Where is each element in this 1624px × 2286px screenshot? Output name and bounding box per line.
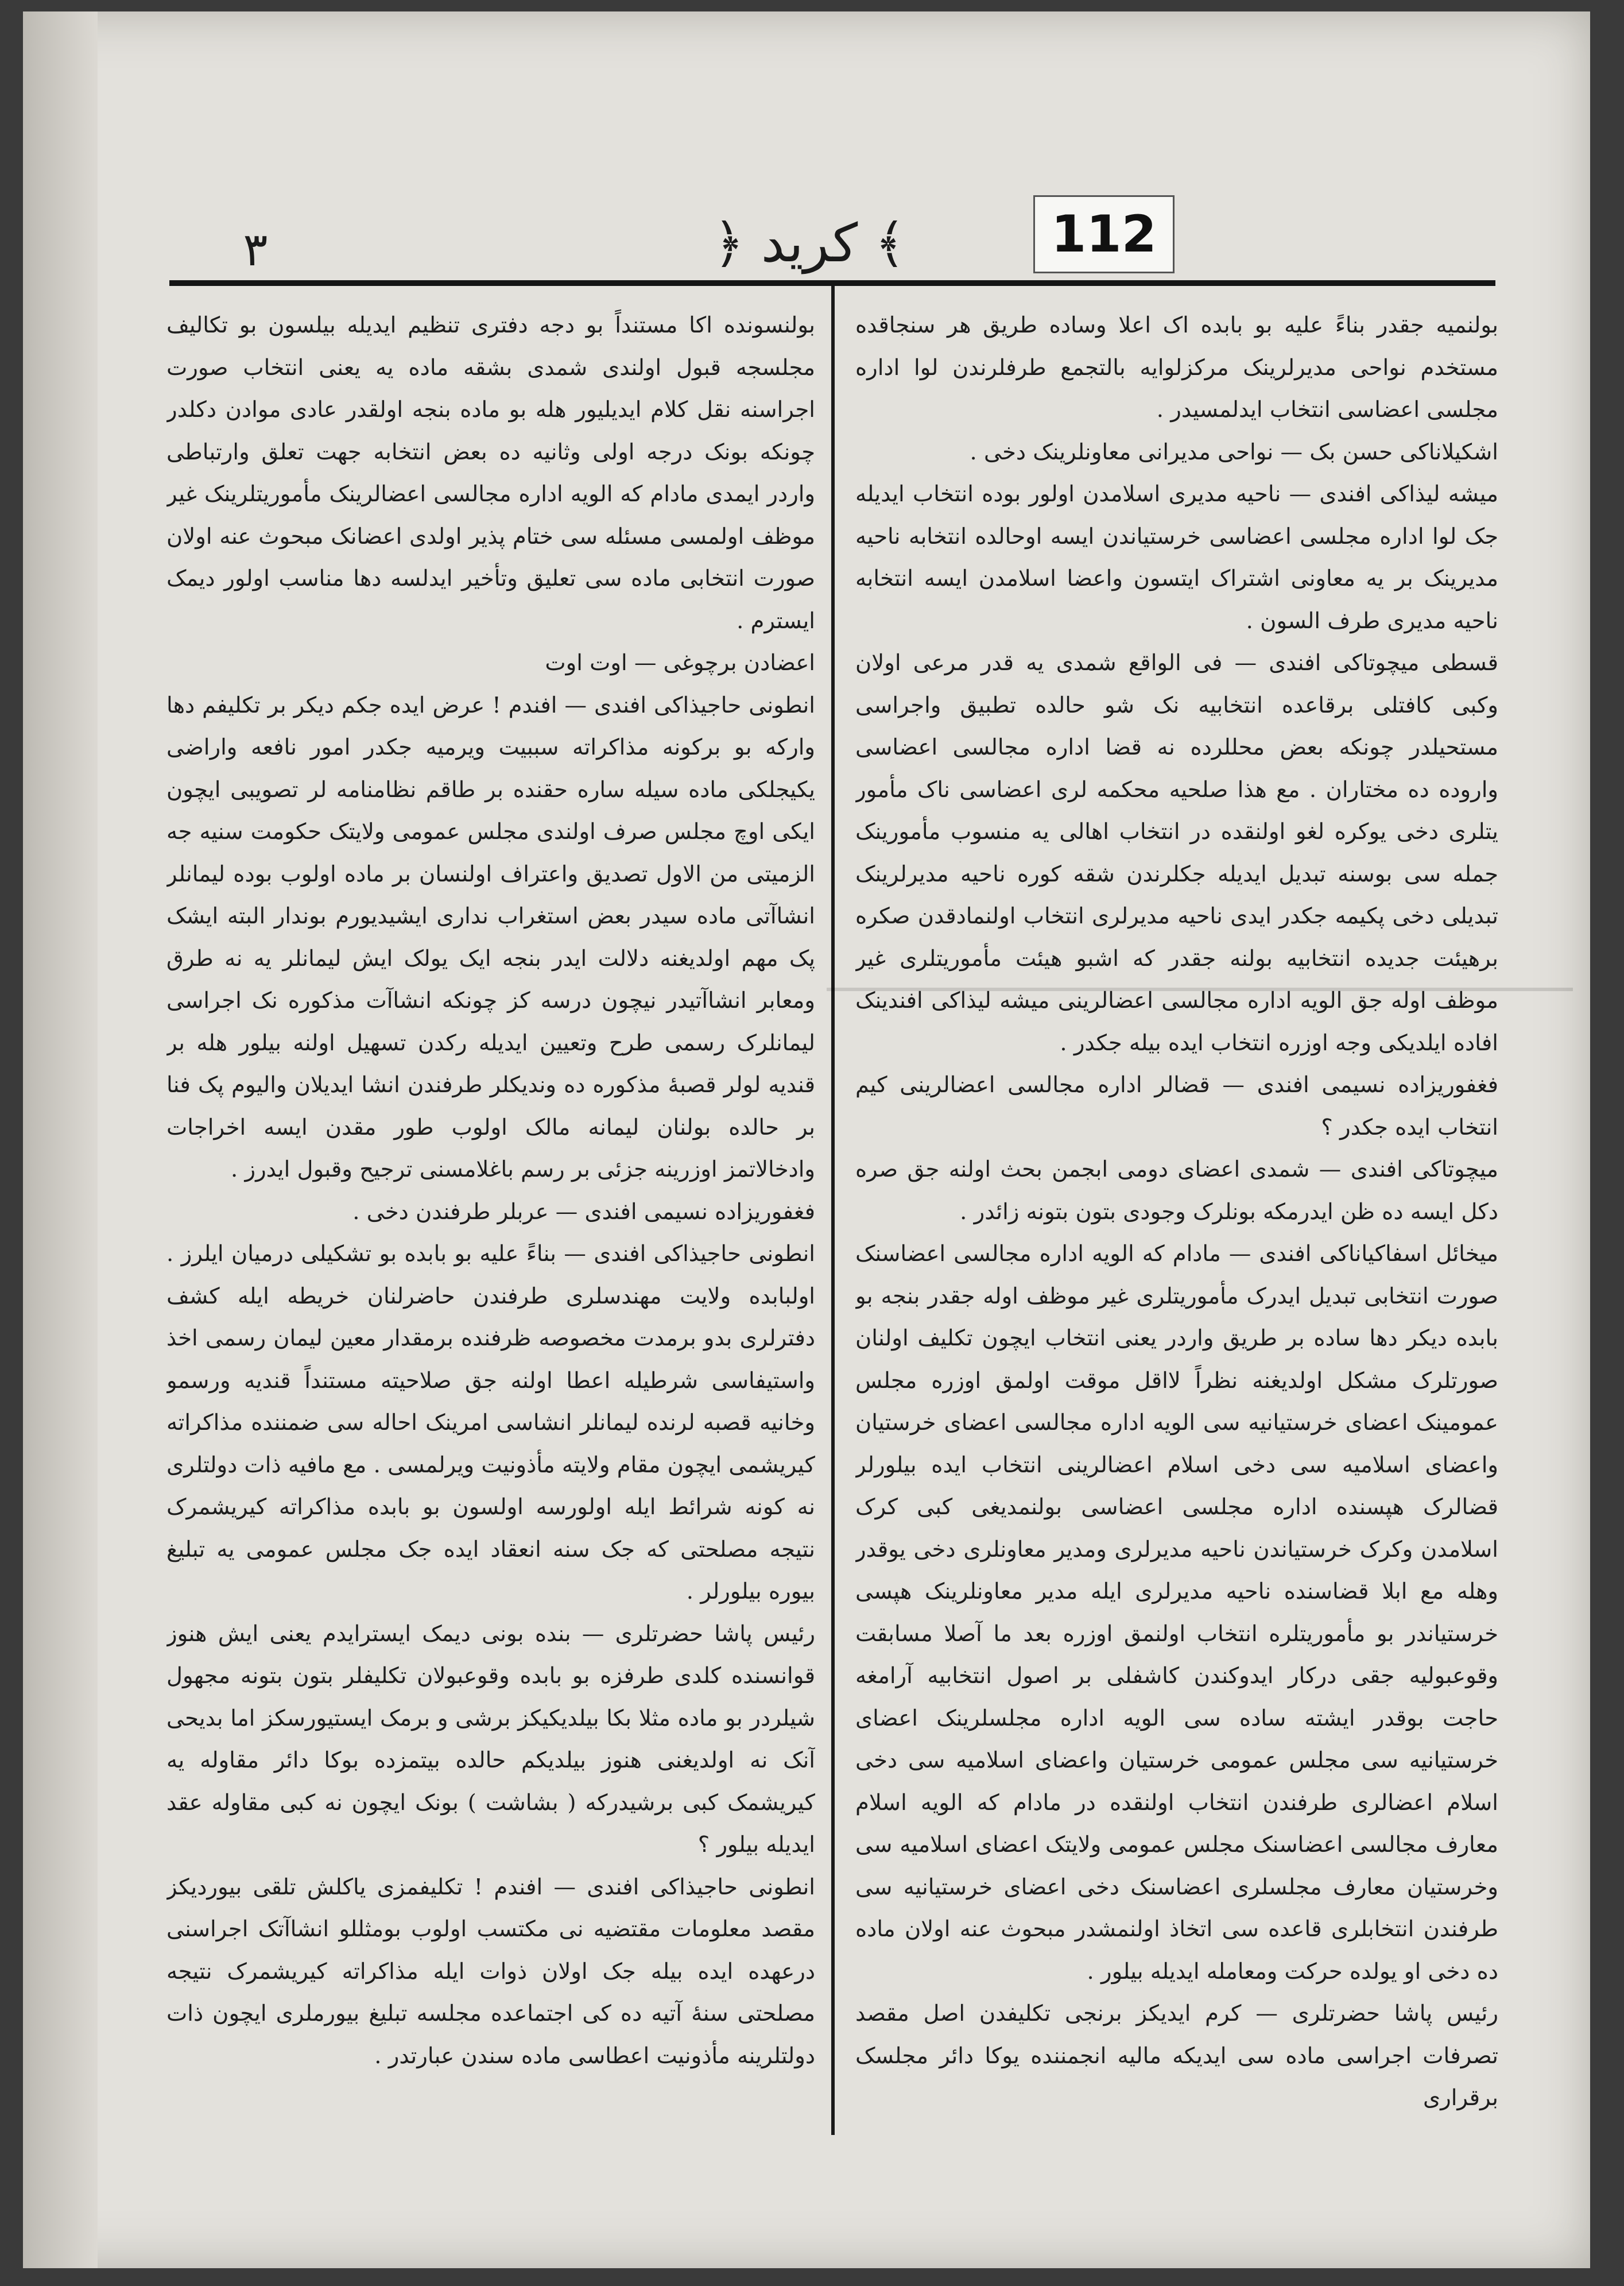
paragraph: قسطی میچوتاکی افندی — فی الواقع شمدی یه قدر مرعی اولان وکبی کافتلی برقاعده انتخابیه نک شو حالده تطبیق واجراسی مستحیلدر چونکه بعض محللرده نه قضا اداره مجالسی اعضاسی واروده ده مختاران . مع هذا صلحیه محکمه لری اعضاسی ناک مأمور یتلری دخی یوکره لغو اولنقده در انتخاب اهالی یه منسوب مأمورینک جمله سی بوسنه تبدیل ایدیله جکلرندن شقه کوره ناحیه مدیرلرینک تبدیلی دخی پکیمه جکدر ایدی ناحیه مدیرلری انتخاب اولنمادقدن صکره برهیئت جدیده انتخابیه بولنه جقدر که اشبو هیئت مأموریتلری غیر موظف اوله جق الویه اداره مجالسی اعضالرینی میشه لیذاکی افندینک افاده ایلدیکی وجه اوزره انتخاب ایده بیله جکدر . — [855, 650, 1498, 1056]
paragraph: میخائل اسفاکیاناکی افندی — مادام که الویه اداره مجالسی اعضاسنک صورت انتخابی تبدیل ایدرک مأموریتلری غیر موظف اوله جقدر بنجه بو بابده دیکر دها ساده بر طریق واردر یعنی انتخاب ایچون تکلیف اولنان صورتلرک مشکل اولدیغنه نظراً لااقل موقت اولمق اوزره مجلس عمومینک اعضای خرستیانیه سی الویه اداره مجالسی اعضای خرستیان واعضای اسلامیه سی دخی اسلام اعضالرینی انتخاب ایده بیلورلر قضالرک هپسنده اداره مجلسی اعضاسی بولنمدیغی کبی کرک اسلامدن وکرک خرستیاندن ناحیه مدیرلری ومدیر معاونلری دخی یوقدر وهله مع ابلا قضاسنده ناحیه مدیرلری ایله مدیر معاونلرینک هپسی خرستیاندر بو مأموریتلره انتخاب اولنمق اوزره بعد ما آصلا مسابقت وقوعبولیه جقی درکار ایدوکندن کاشفلی بر اصول انتخابیه آرامغه حاجت بوقدر ایشته ساده سی الویه اداره مجلسلرینک اعضای خرستیانیه سی مجلس عمومی خرستیان واعضای اسلامیه سی دخی اسلام اعضالری طرفندن انتخاب اولنقده در مادام که الویه اسلام معارف مجالسی اعضاسنک مجلس عمومی ولایتک اعضای اسلامیه سی وخرستیان معارف مجلسلری اعضاسنک دخی اعضای خرستیانیه سی طرفندن انتخابلری قاعده سی اتخاذ اولنمشدر مبحوث عنه اولان ماده ده دخی او یولده حرکت ومعامله ایدیله بیلور . — [855, 1241, 1498, 1985]
paragraph: رئیس پاشا حضرتلری — بنده بونی دیمک ایسترایدم یعنی ایش هنوز قوانسنده کلدی طرفزه بو بابده وقوعبولان تکلیفلر بتون بتونه مجهول شیلردر بو ماده مثلا بکا بیلدیکیکز برشی و برمک ایستیورسکز اما بدیحی آنک نه اولدیغنی هنوز بیلدیکم حالده بیتمزده بوکا دائر مقاوله یه کیریشمک کبی برشیدرکه ( بشاشت ) بونک ایچون نه کبی مقاوله عقد ایدیله بیلور ؟ — [166, 1620, 815, 1858]
paragraph: اعضادن برچوغی — اوت اوت — [545, 650, 815, 676]
paragraph: رئیس پاشا حضرتلری — کرم ایدیکز برنجی تکلیفدن اصل مقصد تصرفات اجراسی ماده سی ایدیکه مالیه انجمننده یوکا دائر مجلسک برقراری — [855, 2001, 1498, 2111]
paragraph: فغفوریزاده نسیمی افندی — قضالر اداره مجالسی اعضالرینی کیم انتخاب ایده جکدر ؟ — [855, 1072, 1498, 1140]
right-text-column — [855, 304, 1498, 2142]
paragraph: بولنمیه جقدر بناءً علیه بو بابده اک اعلا وساده طریق هر سنجاقده مستخدم نواحی مدیرلرینک مرکزلوایه بالتجمع طرفلرندن لوا اداره مجلسی اعضاسی انتخاب ایدلمسیدر . — [855, 312, 1498, 423]
paragraph: انطونی حاجیذاکی افندی — بناءً علیه بو بابده بو تشکیلی درمیان ایلرز . اولبابده ولایت مهندسلری طرفندن حاضرلنان خریطه ایله کشف دفترلری بدو برمدت مخصوصه ظرفنده برمقدار معین لیمان رسمی اخذ واستیفاسی شرطیله اعطا اولنه جق صلاحیته مستنداً قندیه ورسمو وخانیه قصبه لرنده لیمانلر انشاسی امرینک احاله سی ضمننده مذاکراته کیریشمی ایچون مقام ولایته مأذونیت ویرلمسی . مع مافیه ذات دولتلری نه کونه شرائط ایله اولورسه اولسون بو بابده مذاکراته کیریشمرک نتیجه مصلحتی که جک سنه انعقاد ایده جک مجلس عمومی یه تبلیغ بیوره بیلورلر . — [166, 1241, 815, 1604]
paragraph: میچوتاکی افندی — شمدی اعضای دومی ابجمن بحث اولنه جق صره دکل ایسه ده ظن ایدرمکه بونلرک وجودی بتون بتونه زائدر . — [855, 1156, 1498, 1225]
paragraph: بولنسونده اکا مستنداً بو دجه دفتری تنظیم ایدیله بیلسون بو تکالیف مجلسجه قبول اولندی شمدی بشقه ماده یه یعنی انتخاب صورت اجراسنه نقل کلام ایدیلیور هله بو ماده بنجه اولقدر عادی موادن دکلدر چونکه بونک درجه اولی وثانیه ده بعض انتخابه جهت تعلق وارتباطی واردر ایمدی مادام که الویه اداره مجالسی اعضالرینک مأموریتلرینک غیر موظف اولمسی مسئله سی ختام پذیر اولدی اعضانک مبحوث عنه اولان صورت انتخابی ماده سی تعلیق وتأخیر ایدلسه دها مناسب اولور دیمک ایسترم . — [166, 312, 815, 634]
page-edge-strip — [23, 11, 98, 2268]
newspaper-page — [23, 11, 1590, 2268]
paragraph: اشکیلاناکی حسن بک — نواحی مدیرانی معاونلرینک دخی . — [970, 439, 1498, 465]
paragraph: میشه لیذاکی افندی — ناحیه مدیری اسلامدن اولور بوده انتخاب ایدیله جک لوا اداره مجلسی اعضاسی خرستیاندن ایسه اوحالده انتخابه ناحیه مدیرینک بر یه معاونی اشتراک ایتسون واعضا اسلامدن ایسه انتخابه ناحیه مدیری طرف السون . — [855, 481, 1498, 634]
left-text-column — [166, 304, 815, 2142]
header-rule — [169, 280, 1495, 286]
archive-number-stamp: 112 — [1033, 195, 1175, 273]
paragraph: فغفوریزاده نسیمی افندی — عربلر طرفندن دخی . — [352, 1198, 815, 1225]
masthead-title: ﴾ کرید ﴿ — [713, 212, 906, 274]
page-number: ۳ — [243, 223, 268, 276]
paragraph: انطونی حاجیذاکی افندی — افندم ! عرض ایده جکم دیکر بر تکلیفم دها وارکه بو برکونه مذاکراته سببیت ویرمیه جکدر امور نافعه واراضی یکیجلکی ماده سیله ساره حقنده بر طاقم نظامنامه لر تصویبی ایچون ایکی اوچ مجلس صرف اولندی مجلس عمومی ولایتک حکومت سنیه جه الزمیتی من الاول تصدیق واعتراف اولنسان بر ماده اولوب بوده لیمانلر انشاآتی ماده سیدر بعض استغراب نداری ایشیدیورم بوندار البته ایشک پک مهم اولدیغنه دلالت ایدر بنجه ایک یولک ایش لیمانلر یه نه طرق ومعابر انشاآتیدر نیچون درسه کز چونکه انشاآت مذکوره نک اجراسی لیمانلرک رسمی طرح وتعیین ایدیله رکدن تسهیل اولنه بیلور هله بر قندیه لولر قصبهٔ مذکوره ده وندیکلر طرفندن انشا ایدیلان والیوم پک فنا بر حالده بولنان لیمانه مالک اولوب طور مقدن ایسه اخراجات وادخالاتمز اوزرینه جزئی بر رسم باغلامسنی ترجیح وقبول ایدرز . — [166, 692, 815, 1182]
column-divider — [831, 286, 835, 2135]
paragraph: انطونی حاجیذاکی افندی — افندم ! تکلیفمزی یاکلش تلقی بیوردیکز مقصد معلومات مقتضیه نی مکتسب اولوب بومثللو انشاآتک اجراسنی درعهده ایده بیله جک اولان ذوات ایله مذاکراته کیریشمرک نتیجه مصلحتی سنهٔ آتیه ده کی اجتماعده مجلسه تبلیغ بیورملری ایچون ذات دولتلرینه مأذونیت اعطاسی ماده سندن عبارتدر . — [166, 1874, 815, 2069]
